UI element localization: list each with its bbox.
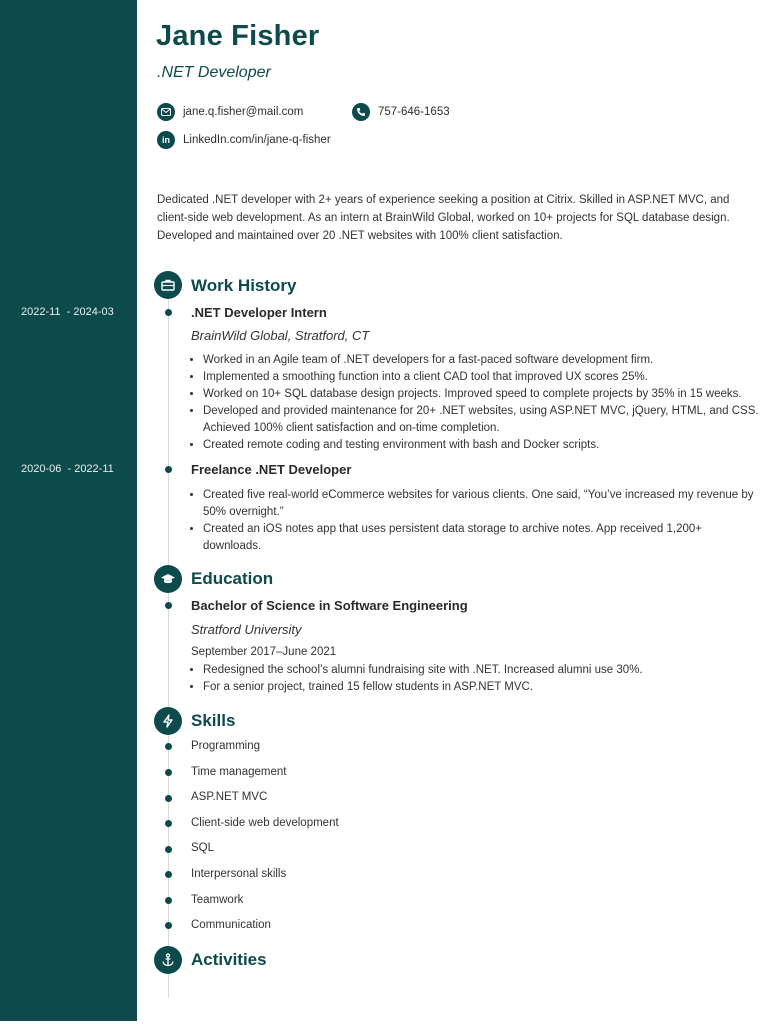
timeline-dot <box>165 922 172 929</box>
timeline-dot <box>165 466 172 473</box>
degree-title: Bachelor of Science in Software Engineering <box>191 598 468 613</box>
professional-summary: Dedicated .NET developer with 2+ years of experience seeking a position at Citrix. Skilled in ASP.NET MVC, and client-side web development. As an intern at BrainWild Global, worked on 10+ projects for SQL database design. Developed and maintained over 20 .NET websites with 100% client satisfaction. <box>157 194 730 242</box>
skill-item: Communication <box>191 919 271 931</box>
timeline-dot <box>165 846 172 853</box>
skill-item: Client-side web development <box>191 817 339 829</box>
list-item: • Implemented a smoothing function into a client CAD tool that improved UX scores 25%. <box>203 369 763 386</box>
list-item: • Developed and provided maintenance for 20+ .NET websites, using ASP.NET MVC, jQuery, HTML, and CSS. Achieved 100% client satisfaction and on-time completion. <box>203 403 763 437</box>
job-title-heading: .NET Developer <box>157 64 271 81</box>
timeline-dot <box>165 820 172 827</box>
section-title-skills: Skills <box>191 711 236 730</box>
skill-item: SQL <box>191 842 215 854</box>
job-title: Freelance .NET Developer <box>191 462 352 477</box>
phone-contact[interactable] <box>352 103 450 121</box>
candidate-name: Jane Fisher <box>156 20 320 52</box>
skill-item: Teamwork <box>191 894 244 906</box>
list-item: • Redesigned the school’s alumni fundraising site with .NET. Increased alumni use 30%. <box>203 662 763 679</box>
skill-item: Interpersonal skills <box>191 868 287 880</box>
timeline-dot <box>165 795 172 802</box>
education-dates: September 2017–June 2021 <box>191 646 337 658</box>
linkedin-text: LinkedIn.com/in/jane-q-fisher <box>183 134 331 146</box>
section-title-activities: Activities <box>191 950 267 969</box>
linkedin-contact[interactable] <box>157 131 331 149</box>
skill-item: Programming <box>191 740 261 752</box>
list-item: • Worked in an Agile team of .NET developers for a fast-paced software development firm. <box>203 352 763 369</box>
timeline-dot <box>165 769 172 776</box>
list-item: • Created remote coding and testing environment with bash and Docker scripts. <box>203 437 763 454</box>
job-bullets <box>191 487 763 555</box>
job-dates: 2020-06 - 2022-11 <box>21 463 114 475</box>
envelope-icon <box>157 103 175 121</box>
linkedin-icon: in <box>157 131 175 149</box>
lightning-icon <box>154 707 182 735</box>
briefcase-icon <box>154 271 182 299</box>
anchor-icon <box>154 946 182 974</box>
skill-item: ASP.NET MVC <box>191 791 268 803</box>
list-item: • Worked on 10+ SQL database design projects. Improved speed to complete projects by 35% in 15 weeks. <box>203 386 763 403</box>
email-text: jane.q.fisher@mail.com <box>183 106 304 118</box>
list-item: • Created five real-world eCommerce websites for various clients. One said, “You’ve increased my revenue by 50% overnight.” <box>203 487 763 521</box>
email-contact[interactable] <box>157 103 303 121</box>
timeline-dot <box>165 602 172 609</box>
company-name: BrainWild Global, Stratford, CT <box>191 328 370 343</box>
school-name: Stratford University <box>191 622 302 637</box>
job-bullets <box>191 352 763 454</box>
education-bullets <box>191 662 763 696</box>
list-item: • For a senior project, trained 15 fellow students in ASP.NET MVC. <box>203 679 763 696</box>
section-title-education: Education <box>191 569 274 588</box>
job-dates: 2022-11 - 2024-03 <box>21 306 114 318</box>
job-title: .NET Developer Intern <box>191 305 327 320</box>
timeline-dot <box>165 309 172 316</box>
left-sidebar <box>0 0 137 1021</box>
phone-text: 757-646-1653 <box>378 106 450 118</box>
timeline-dot <box>165 743 172 750</box>
graduation-cap-icon <box>154 565 182 593</box>
timeline-dot <box>165 897 172 904</box>
skill-item: Time management <box>191 766 287 778</box>
timeline-line <box>168 286 169 998</box>
timeline-dot <box>165 871 172 878</box>
list-item: • Created an iOS notes app that uses persistent data storage to archive notes. App received 1,200+ downloads. <box>203 521 763 555</box>
section-title-work-history: Work History <box>191 276 297 295</box>
phone-icon <box>352 103 370 121</box>
